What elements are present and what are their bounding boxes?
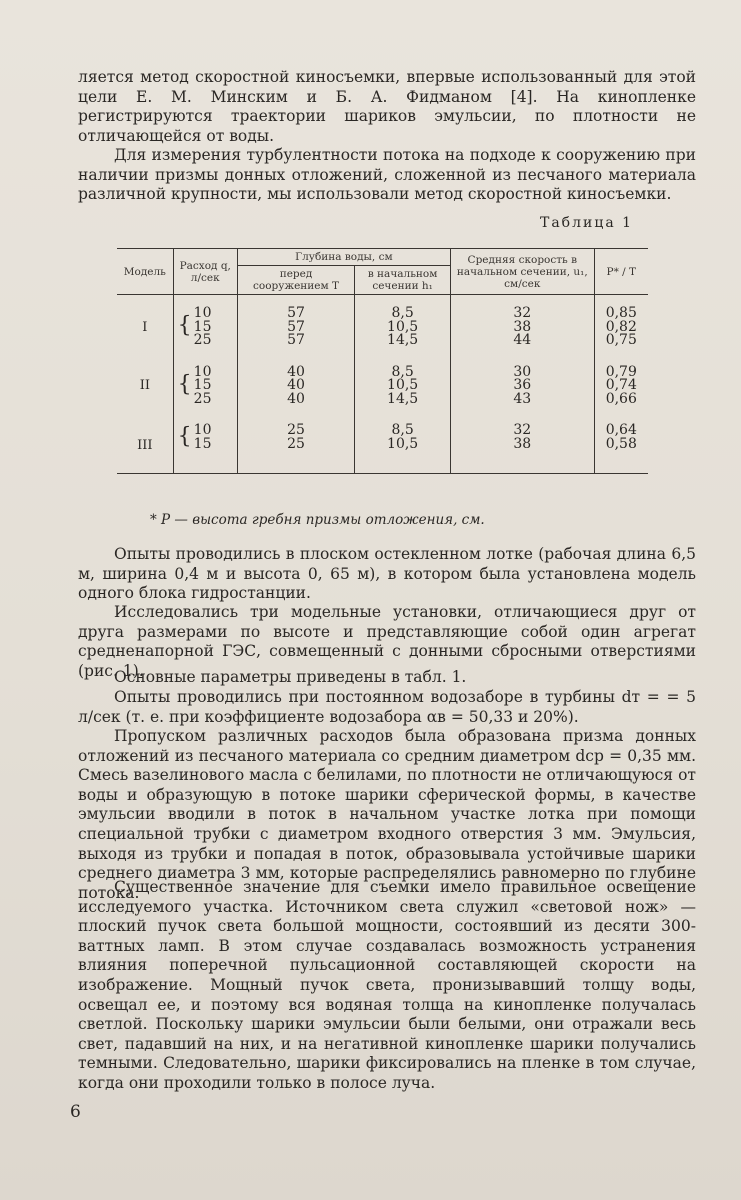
paragraph-2: Для измерения турбулентности потока на подходе к сооружению при наличии призмы донных отложений, сложенной из песчаного материала различной крупности, мы использовали метод скоростной киносъемки. bbox=[78, 146, 696, 204]
flow-cell: 25 bbox=[193, 332, 212, 348]
depth-initial-cell: 8,5 bbox=[391, 305, 414, 321]
header-model: Модель bbox=[117, 249, 173, 295]
velocity-cell: 30 bbox=[513, 363, 532, 380]
header-depth-before: перед сооружением T bbox=[237, 266, 354, 295]
ratio-cell: 0,66 bbox=[605, 390, 637, 407]
flow-cell: 15 bbox=[193, 435, 212, 452]
depth-before-cell: 57 bbox=[287, 318, 305, 335]
depth-initial-cell: 14,5 bbox=[387, 390, 419, 407]
brace-icon: { bbox=[177, 424, 192, 449]
flow-cell: 10 bbox=[193, 422, 212, 438]
velocity-cell: 36 bbox=[513, 377, 532, 393]
table-group-2 bbox=[117, 354, 648, 413]
velocity-cell: 38 bbox=[513, 318, 532, 335]
depth-before-cell: 57 bbox=[287, 332, 305, 348]
paragraph-5: Основные параметры приведены в табл. 1. bbox=[114, 668, 467, 686]
ratio-cell: 0,85 bbox=[605, 305, 637, 321]
depth-before-cell: 40 bbox=[287, 377, 305, 393]
velocity-cell: 43 bbox=[513, 390, 532, 407]
header-depth-group: Глубина воды, см bbox=[237, 249, 450, 266]
depth-initial-cell: 14,5 bbox=[387, 332, 419, 348]
model-label: I bbox=[142, 319, 148, 335]
model-label: III bbox=[137, 438, 153, 453]
table-caption: Таблица 1 bbox=[540, 215, 634, 231]
paragraph-3: Опыты проводились в плоском остекленном лотке (рабочая длина 6,5 м, ширина 0,4 м и высота 0, 65 м), в котором была установлена модель одного блока гидростанции. bbox=[78, 545, 696, 603]
header-ratio: P* / T bbox=[594, 249, 648, 295]
data-table bbox=[117, 248, 648, 474]
velocity-cell: 44 bbox=[513, 332, 532, 348]
depth-initial-cell: 8,5 bbox=[391, 422, 414, 438]
depth-initial-cell: 10,5 bbox=[387, 318, 419, 335]
paragraph-4: Исследовались три модельные установки, отличающиеся друг от друга размерами по высоте и представляющие собой один агрегат средненапорной ГЭС, совмещенный с донными сбросными отверстиями (рис. 1). bbox=[78, 603, 696, 680]
velocity-cell: 38 bbox=[513, 435, 532, 452]
paragraph-1: ляется метод скоростной киносъемки, впервые использованный для этой цели Е. М. Минским и Б. А. Фидманом [4]. На кинопленке регистрируются траектории шариков эмульсии, по плотности не отличающейся от воды. bbox=[78, 68, 696, 145]
table-footnote: * P — высота гребня призмы отложения, см. bbox=[150, 512, 485, 528]
brace-icon: { bbox=[177, 313, 192, 338]
depth-before-cell: 40 bbox=[287, 390, 305, 407]
ratio-cell: 0,75 bbox=[605, 332, 637, 348]
depth-before-cell: 40 bbox=[287, 363, 305, 380]
depth-initial-cell: 10,5 bbox=[387, 435, 419, 452]
flow-cell: 10 bbox=[193, 305, 212, 321]
flow-cell: 15 bbox=[193, 318, 212, 335]
velocity-cell: 32 bbox=[513, 305, 532, 321]
paragraph-7: Пропуском различных расходов была образована призма донных отложений из песчаного материала со средним диаметром dср = 0,35 мм. Смесь вазелинового масла с белилами, по плотности не отличающуюся от воды и образующую в потоке шарики сферической формы, в качестве эмульсии вводили в поток в начальном участке лотка при помощи специальной трубки с диаметром входного отверстия 3 мм. Эмульсия, выходя из трубки и попадая в поток, образовывала устойчивые шарики среднего диаметра 3 мм, которые распределялись равномерно по глубине потока. bbox=[78, 727, 696, 902]
depth-initial-cell: 8,5 bbox=[391, 363, 414, 380]
depth-before-cell: 57 bbox=[287, 305, 305, 321]
paragraph-8: Существенное значение для съемки имело правильное освещение исследуемого участка. Источником света служил «световой нож» — плоский пучок света большой мощности, состоявший из десяти 300-ваттных ламп. В этом случае создавалась возможность устранения влияния поперечной пульсационной составляющей скорости на изображение. Мощный пучок света, пронизывавший толщу воды, освещал ее, и поэтому вся водяная толща на кинопленке получалась светлой. Поскольку шарики эмульсии были белыми, они отражали весь свет, падавший на них, и на негативной кинопленке шарики получались темными. Следовательно, шарики фиксировались на пленке в том случае, когда они проходили только в полосе луча. bbox=[78, 878, 696, 1092]
flow-cell: 15 bbox=[193, 377, 212, 393]
depth-before-cell: 25 bbox=[287, 422, 305, 438]
velocity-cell: 32 bbox=[513, 422, 532, 438]
ratio-cell: 0,64 bbox=[605, 422, 637, 438]
brace-icon: { bbox=[177, 371, 192, 397]
ratio-cell: 0,79 bbox=[605, 363, 637, 380]
ratio-cell: 0,74 bbox=[605, 377, 637, 393]
page-number: 6 bbox=[70, 1102, 81, 1122]
ratio-cell: 0,58 bbox=[605, 435, 637, 452]
model-label: II bbox=[139, 378, 150, 394]
depth-initial-cell: 10,5 bbox=[387, 377, 419, 393]
ratio-cell: 0,82 bbox=[605, 318, 637, 335]
flow-cell: 25 bbox=[193, 390, 212, 407]
header-velocity: Средняя скорость в начальном сечении, u₁, см/сек bbox=[450, 249, 594, 295]
table-group-1 bbox=[117, 295, 648, 354]
header-flow: Расход q, л/сек bbox=[173, 249, 237, 295]
paragraph-6: Опыты проводились при постоянном водозаборе в турбины dт = = 5 л/сек (т. е. при коэффициенте водозабора αв = 50,33 и 20%). bbox=[78, 688, 696, 726]
table-group-3 bbox=[117, 412, 648, 473]
header-depth-initial: в начальном сечении h₁ bbox=[355, 266, 451, 295]
flow-cell: 10 bbox=[193, 363, 212, 380]
depth-before-cell: 25 bbox=[287, 435, 305, 452]
